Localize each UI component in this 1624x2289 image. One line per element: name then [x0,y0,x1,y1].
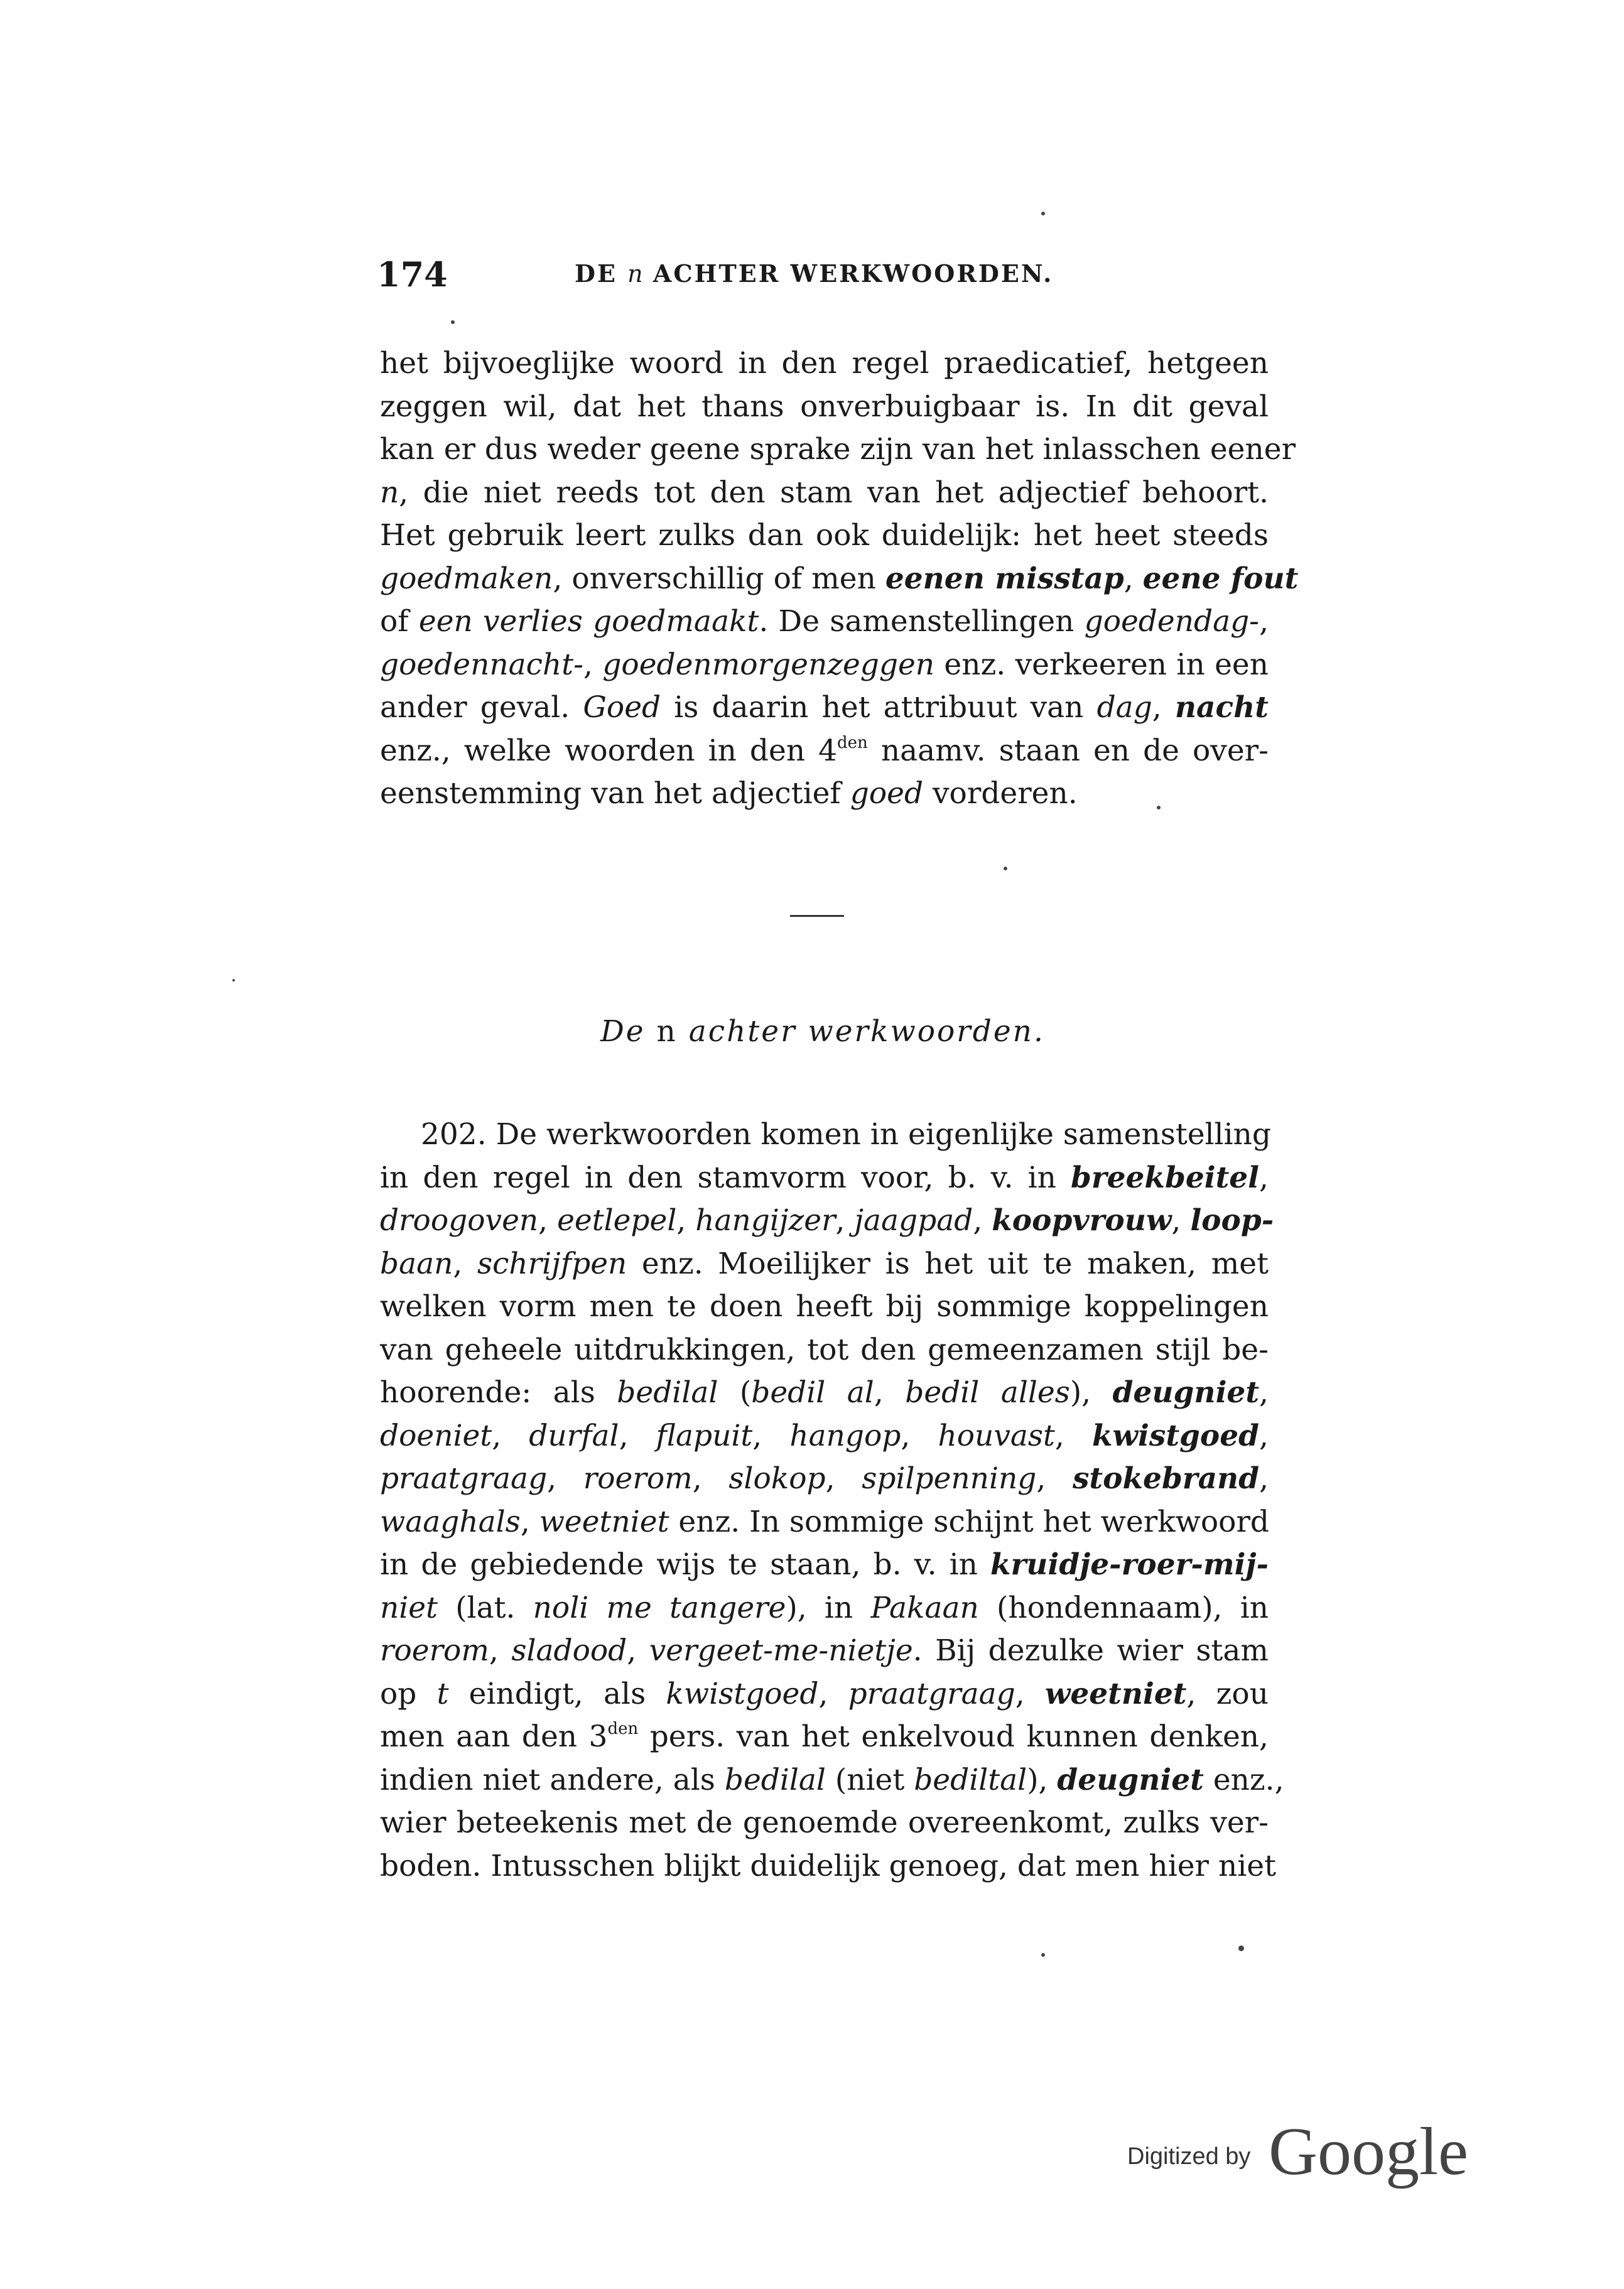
text-line: doeniet, durfal, flapuit, hangop, houvast, kwistgoed, [380,1418,1269,1453]
text-line: eenstemming van het adjectief goed vorderen. [380,776,1078,811]
scan-speck [1041,212,1045,215]
scan-speck [232,979,235,982]
text-line: in den regel in den stamvorm voor, b. v. in breekbeitel, [380,1160,1269,1195]
text-line: wier beteekenis met de genoemde overeenkomt, zulks ver- [380,1805,1269,1840]
section-title: De n achter werkwoorden. [600,1014,1045,1049]
scan-speck [1041,1953,1045,1957]
text-line: baan, schrijfpen enz. Moeilijker is het uit te maken, met [380,1246,1269,1281]
scan-speck [451,320,455,324]
running-head: DE n ACHTER WERKWOORDEN. [575,259,1054,288]
text-line: waaghals, weetniet enz. In sommige schijnt het werkwoord [380,1504,1270,1539]
text-line: kan er dus weder geene sprake zijn van het inlasschen eener [380,432,1296,467]
page-header [377,254,1269,298]
text-line: ander geval. Goed is daarin het attribuut van dag, nacht [380,690,1269,725]
text-line: of een verlies goedmaakt. De samenstellingen goedendag-, [380,604,1269,639]
text-line: in de gebiedende wijs te staan, b. v. in kruidje-roer-mij- [380,1547,1269,1582]
digitized-by-label: Digitized by [1127,2143,1251,2170]
text-line: indien niet andere, als bedilal (niet bediltal), deugniet enz., [380,1762,1284,1797]
paragraph-continued [380,342,1299,816]
text-line: van geheele uitdrukkingen, tot den gemeenzamen stijl be- [380,1332,1269,1367]
text-line: welken vorm men te doen heeft bij sommige koppelingen [380,1289,1269,1324]
text-line: praatgraag, roerom, slokop, spilpenning, stokebrand, [380,1461,1269,1496]
google-logo: Google [1269,2114,1468,2189]
text-line: Het gebruik leert zulks dan ook duidelijk: het heet steeds [380,518,1269,553]
scan-speck [1004,867,1007,870]
page-number: 174 [377,254,448,295]
text-line: droogoven, eetlepel, hangijzer, jaagpad, koopvrouw, loop- [380,1203,1274,1238]
text-line: hoorende: als bedilal (bedil al, bedil alles), deugniet, [380,1375,1269,1410]
section-divider [790,915,844,917]
text-line: n, die niet reeds tot den stam van het adjectief behoort. [380,475,1269,510]
text-line: zeggen wil, dat het thans onverbuigbaar is. In dit geval [380,389,1269,424]
scan-speck [1157,806,1161,809]
text-line: roerom, sladood, vergeet-me-nietje. Bij dezulke wier stam [380,1633,1269,1668]
paragraph-202 [380,1113,1284,1888]
text-line: men aan den $3^{den}$ pers. van het enkelvoud kunnen denken, [380,1719,1269,1754]
text-line: 202. De werkwoorden komen in eigenlijke samenstelling [421,1117,1271,1152]
text-line: boden. Intusschen blijkt duidelijk genoeg, dat men hier niet [380,1848,1276,1883]
text-line: niet (lat. noli me tangere), in Pakaan (hondennaam), in [380,1590,1269,1625]
text-line: goedennacht-, goedenmorgenzeggen enz. verkeeren in een [380,647,1269,682]
text-line: enz., welke woorden in den $4^{den}$ naamv. staan en de over- [380,733,1269,768]
text-line: goedmaken, onverschillig of men eenen misstap, eene fout [380,561,1299,596]
text-line: op t eindigt, als kwistgoed, praatgraag, weetniet, zou [380,1676,1269,1711]
text-line: het bijvoeglijke woord in den regel praedicatief, hetgeen [380,346,1269,381]
google-watermark [1127,2113,1479,2189]
scan-speck [1238,1945,1244,1951]
